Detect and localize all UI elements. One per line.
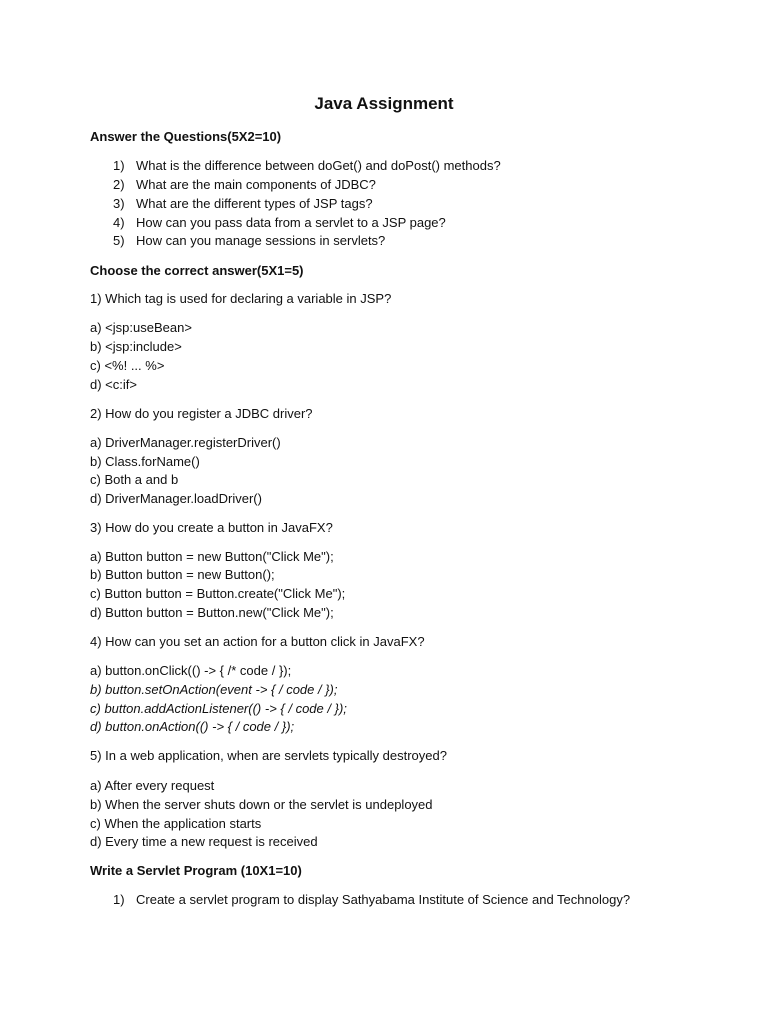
list-number: 2) — [113, 177, 125, 192]
mcq-option: b) Button button = new Button(); — [90, 567, 275, 582]
section-heading-mcq: Choose the correct answer(5X1=5) — [90, 263, 304, 278]
mcq-option: c) button.addActionListener(() -> { / code / }); — [90, 701, 347, 716]
mcq-option: c) Button button = Button.create("Click Me"); — [90, 586, 346, 601]
mcq-question: 3) How do you create a button in JavaFX? — [90, 520, 333, 535]
list-number: 5) — [113, 233, 125, 248]
mcq-question: 1) Which tag is used for declaring a variable in JSP? — [90, 291, 392, 306]
mcq-option: b) button.setOnAction(event -> { / code / }); — [90, 682, 338, 697]
list-number: 3) — [113, 196, 125, 211]
list-item: What are the different types of JSP tags? — [136, 196, 373, 211]
mcq-option: b) When the server shuts down or the servlet is undeployed — [90, 797, 433, 812]
mcq-option: a) DriverManager.registerDriver() — [90, 435, 281, 450]
list-number: 4) — [113, 215, 125, 230]
mcq-option: d) button.onAction(() -> { / code / }); — [90, 719, 295, 734]
mcq-option: c) <%! ... %> — [90, 358, 165, 373]
list-number: 1) — [113, 892, 125, 907]
document-title: Java Assignment — [314, 94, 454, 113]
list-number: 1) — [113, 158, 125, 173]
mcq-question: 2) How do you register a JDBC driver? — [90, 406, 313, 421]
mcq-option: a) <jsp:useBean> — [90, 320, 192, 335]
list-item: Create a servlet program to display Sathyabama Institute of Science and Technology? — [136, 892, 631, 907]
mcq-option: a) button.onClick(() -> { /* code / }); — [90, 663, 292, 678]
mcq-option: a) Button button = new Button("Click Me"); — [90, 549, 334, 564]
mcq-option: d) <c:if> — [90, 377, 137, 392]
section-heading-servlet: Write a Servlet Program (10X1=10) — [90, 863, 302, 878]
mcq-option: c) Both a and b — [90, 472, 179, 487]
mcq-option: d) Every time a new request is received — [90, 834, 318, 849]
mcq-question: 4) How can you set an action for a button click in JavaFX? — [90, 634, 425, 649]
mcq-option: b) Class.forName() — [90, 454, 200, 469]
mcq-option: d) Button button = Button.new("Click Me"); — [90, 605, 334, 620]
list-item: What are the main components of JDBC? — [136, 177, 376, 192]
mcq-option: d) DriverManager.loadDriver() — [90, 491, 262, 506]
mcq-option: b) <jsp:include> — [90, 339, 182, 354]
list-item: How can you pass data from a servlet to a JSP page? — [136, 215, 446, 230]
mcq-question: 5) In a web application, when are servlets typically destroyed? — [90, 748, 447, 763]
list-item: How can you manage sessions in servlets? — [136, 233, 386, 248]
mcq-option: a) After every request — [90, 778, 215, 793]
mcq-option: c) When the application starts — [90, 816, 262, 831]
section-heading-questions: Answer the Questions(5X2=10) — [90, 129, 282, 144]
list-item: What is the difference between doGet() and doPost() methods? — [136, 158, 501, 173]
